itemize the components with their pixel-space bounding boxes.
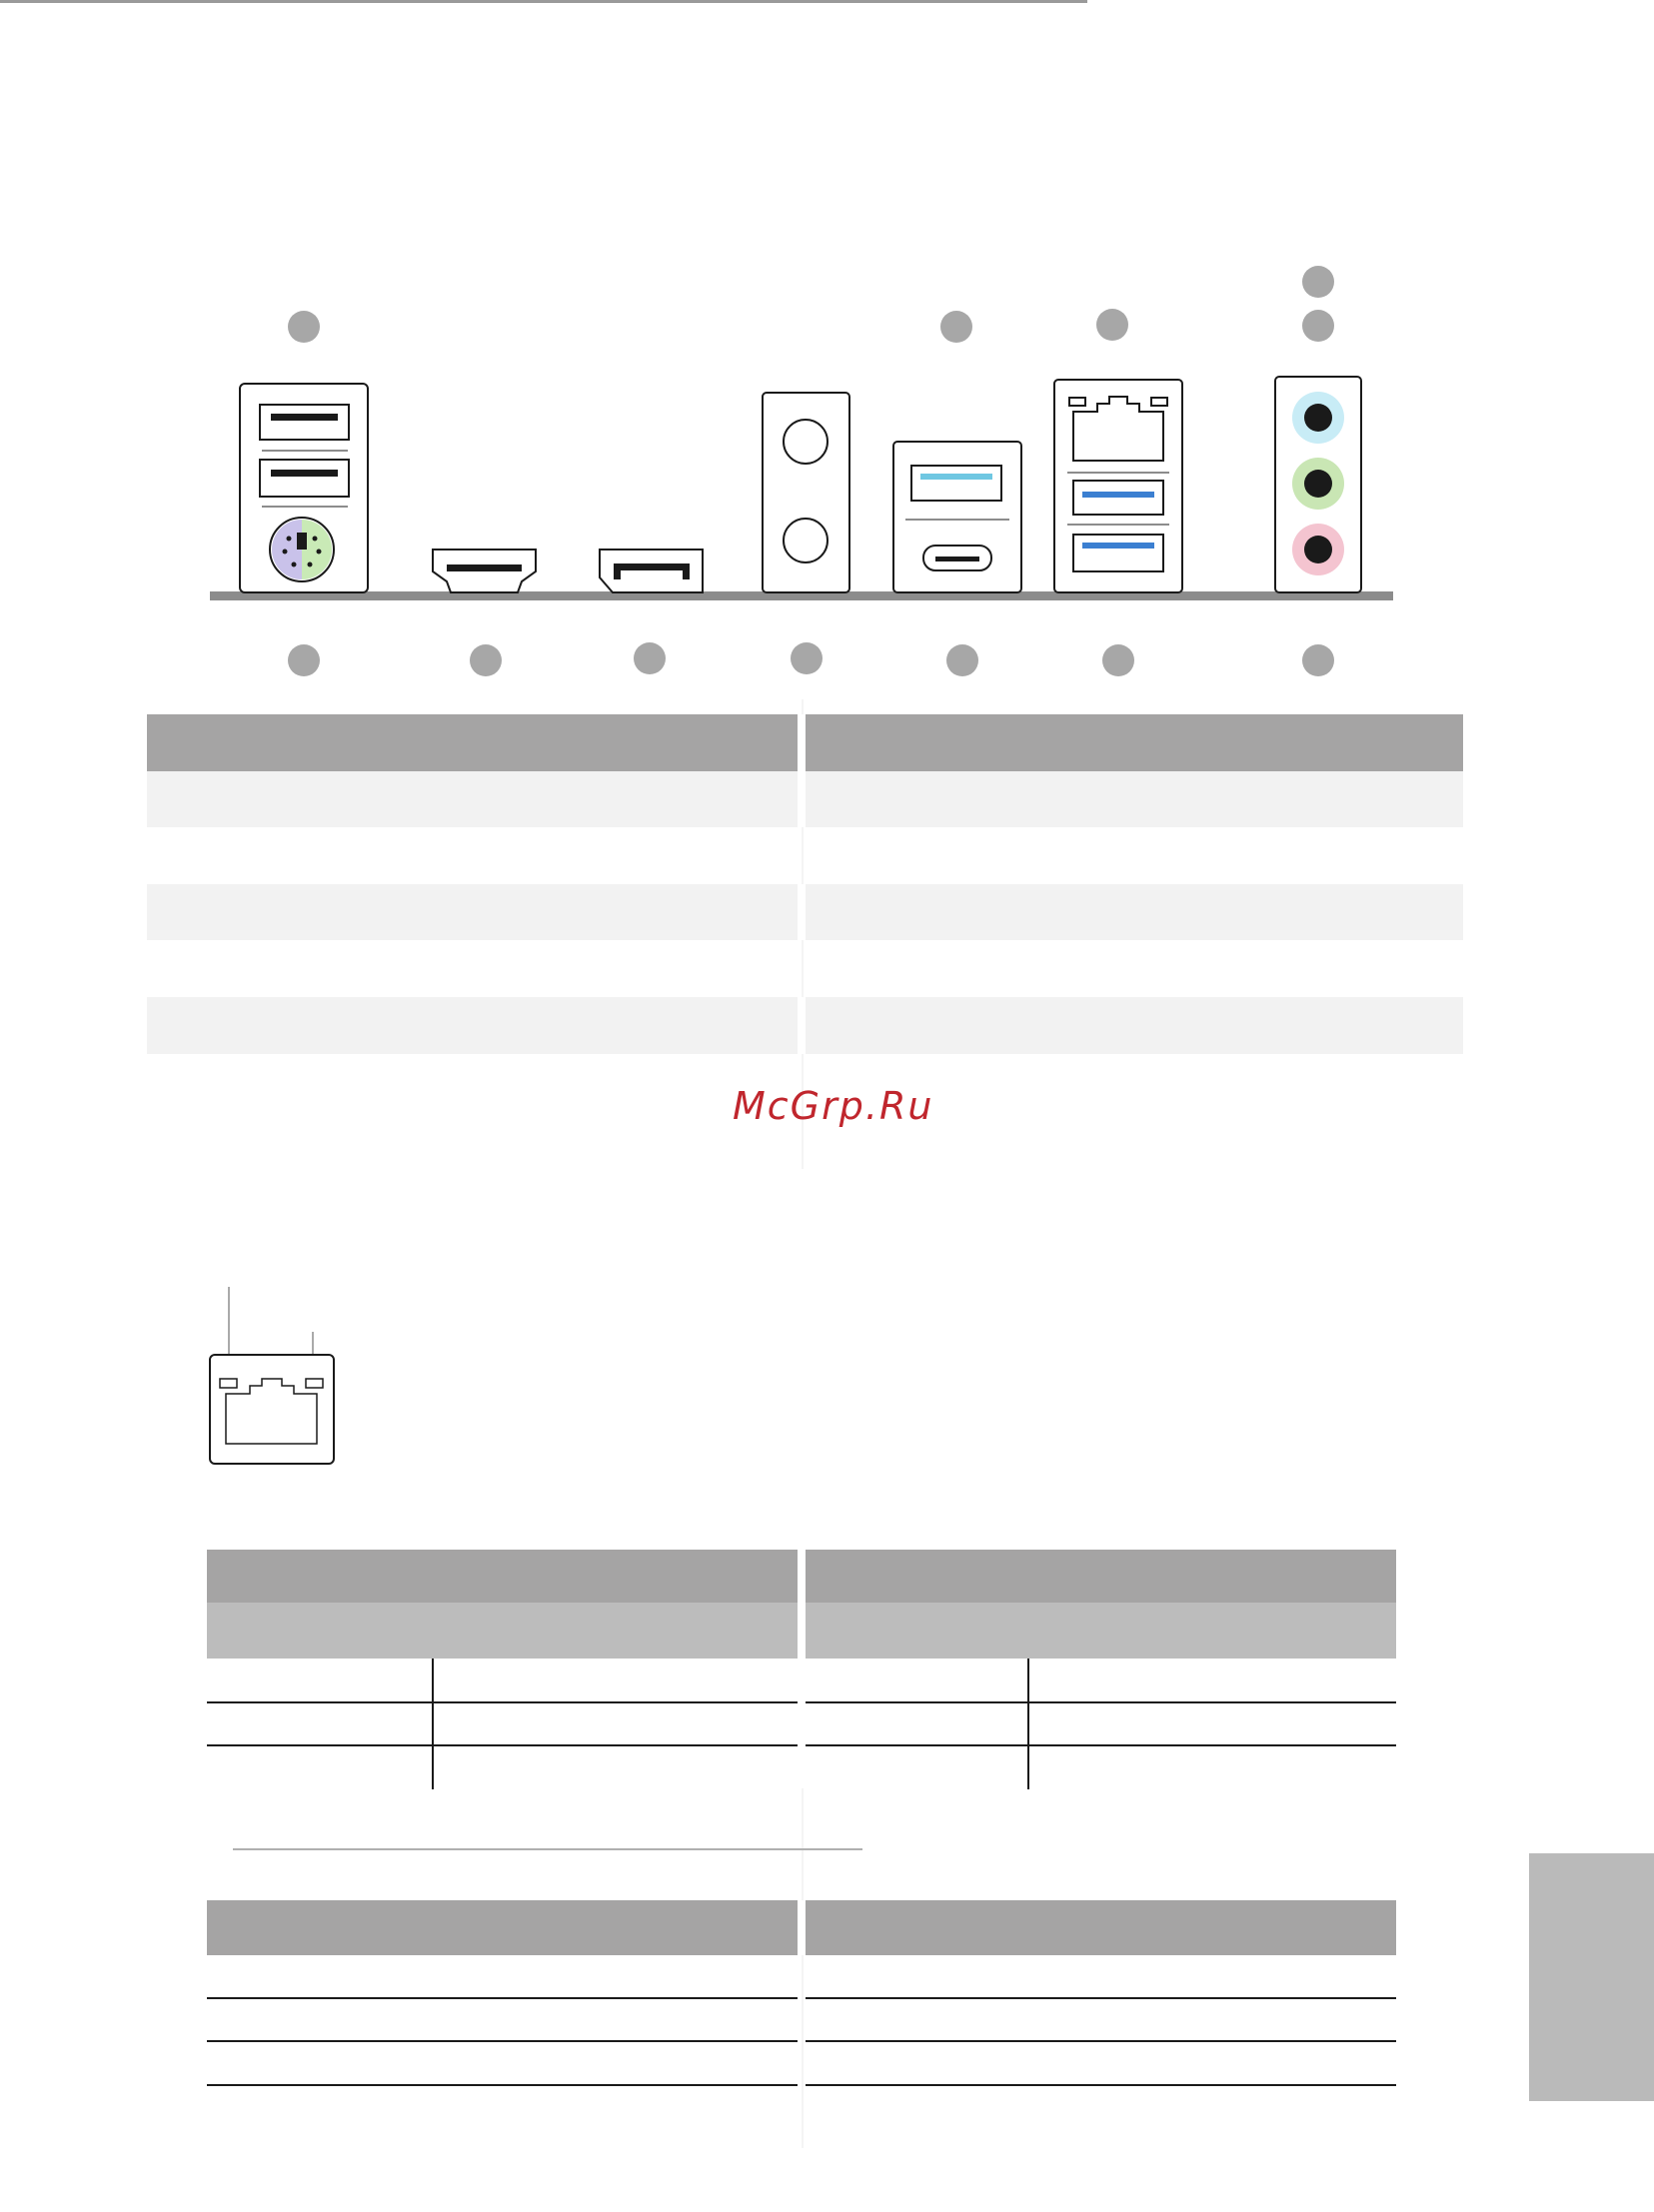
marker-10 xyxy=(946,644,978,676)
row-rule xyxy=(806,1744,1396,1746)
row-rule xyxy=(207,2040,798,2042)
marker-8 xyxy=(634,642,666,674)
marker-2 xyxy=(940,311,972,343)
row-rule xyxy=(207,2084,798,2086)
row-rule xyxy=(806,1997,1396,1999)
marker-4 xyxy=(1302,266,1334,298)
io-panel-diagram xyxy=(0,0,1654,719)
lan-port-icon xyxy=(210,1355,334,1464)
lan-usb3-port xyxy=(1054,380,1182,592)
col-rule xyxy=(1027,1659,1029,1789)
top-callout-markers xyxy=(288,266,1334,343)
col-rule xyxy=(432,1659,434,1789)
marker-7 xyxy=(470,644,502,676)
wifi-antenna-ports xyxy=(763,393,849,592)
row-rule xyxy=(806,2084,1396,2086)
marker-1 xyxy=(288,311,320,343)
usb3-typea-typec-port xyxy=(893,442,1021,592)
page-side-tab xyxy=(1529,1853,1654,2101)
table-row xyxy=(147,884,1463,940)
port-table xyxy=(147,714,1463,1054)
table-header xyxy=(207,1550,1396,1603)
marker-6 xyxy=(288,644,320,676)
section-rule xyxy=(233,1848,862,1850)
watermark: McGrp.Ru xyxy=(733,1084,934,1128)
marker-5 xyxy=(1302,310,1334,342)
bottom-callout-markers xyxy=(288,642,1334,676)
audio-jacks xyxy=(1275,377,1361,592)
marker-11 xyxy=(1102,644,1134,676)
row-rule xyxy=(806,1701,1396,1703)
table-row xyxy=(147,997,1463,1054)
displayport xyxy=(600,550,703,592)
table-row xyxy=(147,771,1463,827)
marker-12 xyxy=(1302,644,1334,676)
row-rule xyxy=(207,1997,798,1999)
row-rule xyxy=(207,1701,798,1703)
audio-table xyxy=(207,1900,1396,2090)
led-status-table xyxy=(207,1550,1396,1789)
row-rule xyxy=(806,2040,1396,2042)
table-header xyxy=(207,1900,1396,1955)
marker-3 xyxy=(1096,309,1128,341)
row-rule xyxy=(207,1744,798,1746)
table-subheader xyxy=(207,1603,1396,1659)
marker-9 xyxy=(791,642,823,674)
usb2-ps2-port xyxy=(240,384,368,592)
hdmi-port xyxy=(433,550,536,592)
table-header xyxy=(147,714,1463,771)
